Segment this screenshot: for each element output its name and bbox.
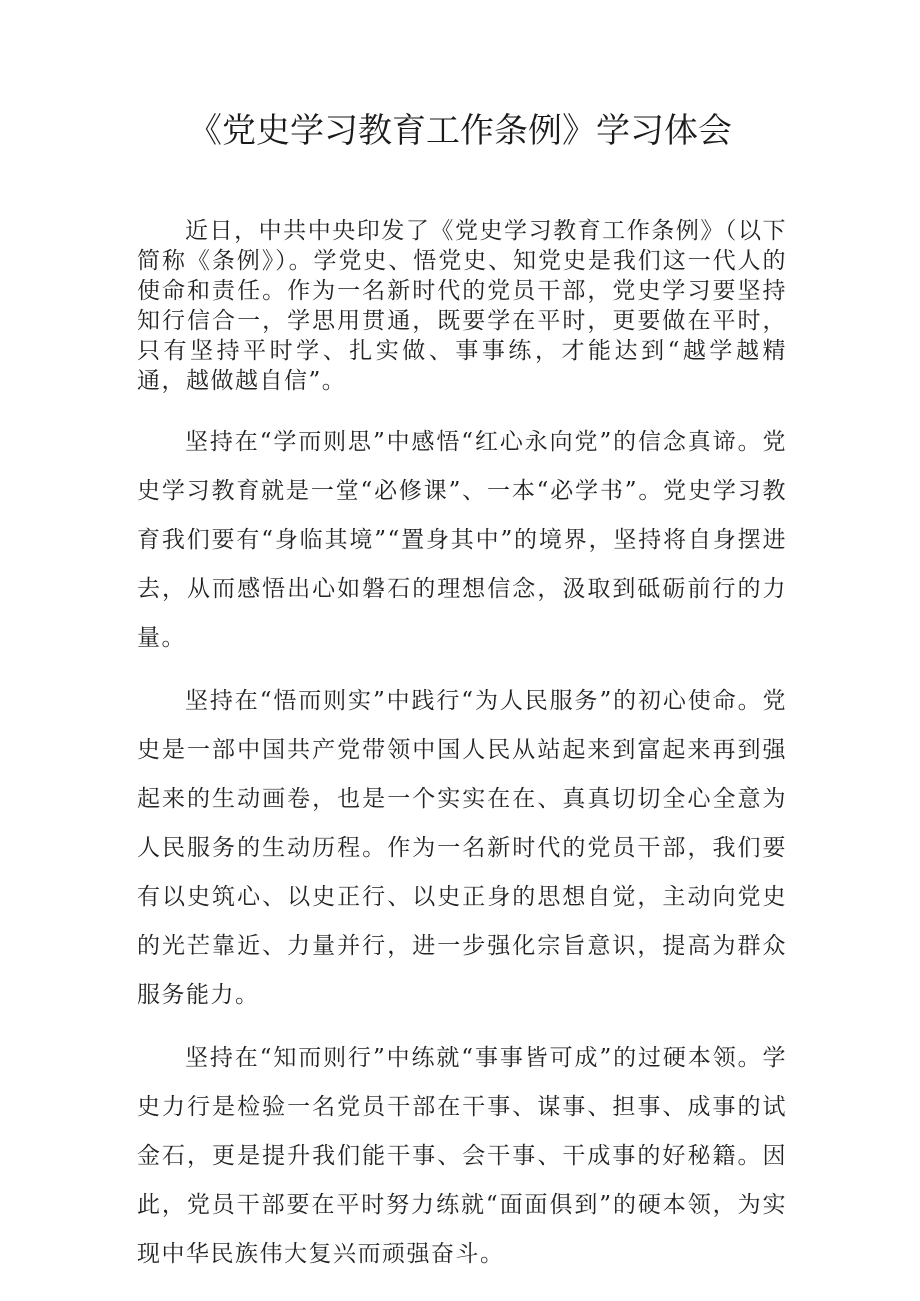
paragraph-intro: 近日，中共中央印发了《党史学习教育工作条例》（以下简称《条例》）。学党史、悟党史、知党史是我们这一代人的使命和责任。作为一名新时代的党员干部，党史学习要坚持知行信合一，学思用贯通，既要学在平时，更要做在平时，只有坚持平时学、扎实做、事事练，才能达到“越学越精通，越做越自信”。 bbox=[137, 218, 787, 394]
paragraph-understand-practice: 坚持在“悟而则实”中践行“为人民服务”的初心使命。党史是一部中国共产党带领中国人民从站起来到富起来再到强起来的生动画卷，也是一个实实在在、真真切切全心全意为人民服务的生动历程。作为一名新时代的党员干部，我们要有以史筑心、以史正行、以史正身的思想自觉，主动向党史的光芒靠近、力量并行，进一步强化宗旨意识，提高为群众服务能力。 bbox=[137, 688, 787, 1008]
paragraph-learn-think: 坚持在“学而则思”中感悟“红心永向党”的信念真谛。党史学习教育就是一堂“必修课”、一本“必学书”。党史学习教育我们要有“身临其境”“置身其中”的境界，坚持将自身摆进去，从而感悟出心如磐石的理想信念，汲取到砥砺前行的力量。 bbox=[137, 429, 787, 651]
document-body bbox=[137, 216, 787, 1279]
document-title: 《党史学习教育工作条例》学习体会 bbox=[188, 111, 732, 151]
paragraph-know-act: 坚持在“知而则行”中练就“事事皆可成”的过硬本领。学史力行是检验一名党员干部在干事、谋事、担事、成事的试金石，更是提升我们能干事、会干事、干成事的好秘籍。因此，党员干部要在平时努力练就“面面俱到”的硬本领，为实现中华民族伟大复兴而顽强奋斗。 bbox=[137, 1045, 787, 1267]
